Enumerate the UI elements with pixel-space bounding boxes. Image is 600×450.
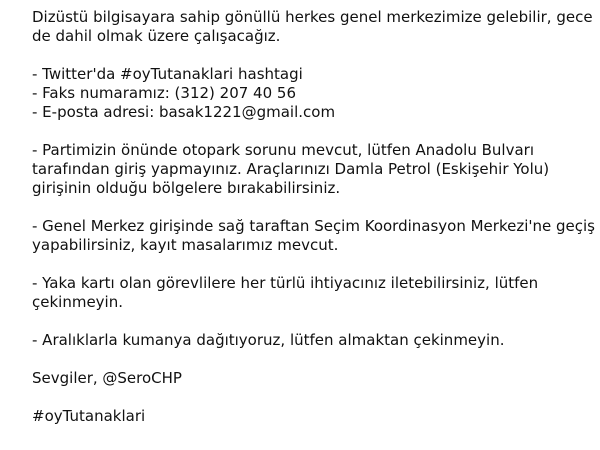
badge-paragraph — [32, 274, 592, 312]
signoff-text: Sevgiler, @SeroCHP — [32, 369, 182, 387]
text-line: çekinmeyin. — [32, 293, 123, 311]
signoff — [32, 369, 592, 388]
contact-twitter: - Twitter'da #oyTutanaklari hashtagi — [32, 65, 303, 83]
text-line: - Aralıklarla kumanya dağıtıyoruz, lütfen almaktan çekinmeyin. — [32, 331, 505, 349]
text-line: - Partimizin önünde otopark sorunu mevcut, lütfen Anadolu Bulvarı — [32, 141, 534, 159]
text-line: de dahil olmak üzere çalışacağız. — [32, 27, 281, 45]
contact-fax: - Faks numaramız: (312) 207 40 56 — [32, 84, 296, 102]
text-line: girişinin olduğu bölgelere bırakabilirsiniz. — [32, 179, 341, 197]
entrance-paragraph — [32, 217, 595, 255]
contact-email: - E-posta adresi: basak1221@gmail.com — [32, 103, 336, 121]
hashtag-text: #oyTutanaklari — [32, 407, 146, 425]
announcement-document — [32, 8, 595, 445]
food-paragraph — [32, 331, 592, 350]
parking-paragraph — [32, 141, 592, 198]
intro-paragraph — [32, 8, 592, 46]
text-line: yapabilirsiniz, kayıt masalarımız mevcut. — [32, 236, 339, 254]
hashtag — [32, 407, 592, 426]
text-line: - Genel Merkez girişinde sağ taraftan Seçim Koordinasyon Merkezi'ne geçiş — [32, 217, 595, 235]
contact-list — [32, 65, 592, 122]
text-line: tarafından giriş yapmayınız. Araçlarınızı Damla Petrol (Eskişehir Yolu) — [32, 160, 550, 178]
text-line: Dizüstü bilgisayara sahip gönüllü herkes genel merkezimize gelebilir, gece — [32, 8, 593, 26]
text-line: - Yaka kartı olan görevlilere her türlü ihtiyacınız iletebilirsiniz, lütfen — [32, 274, 539, 292]
